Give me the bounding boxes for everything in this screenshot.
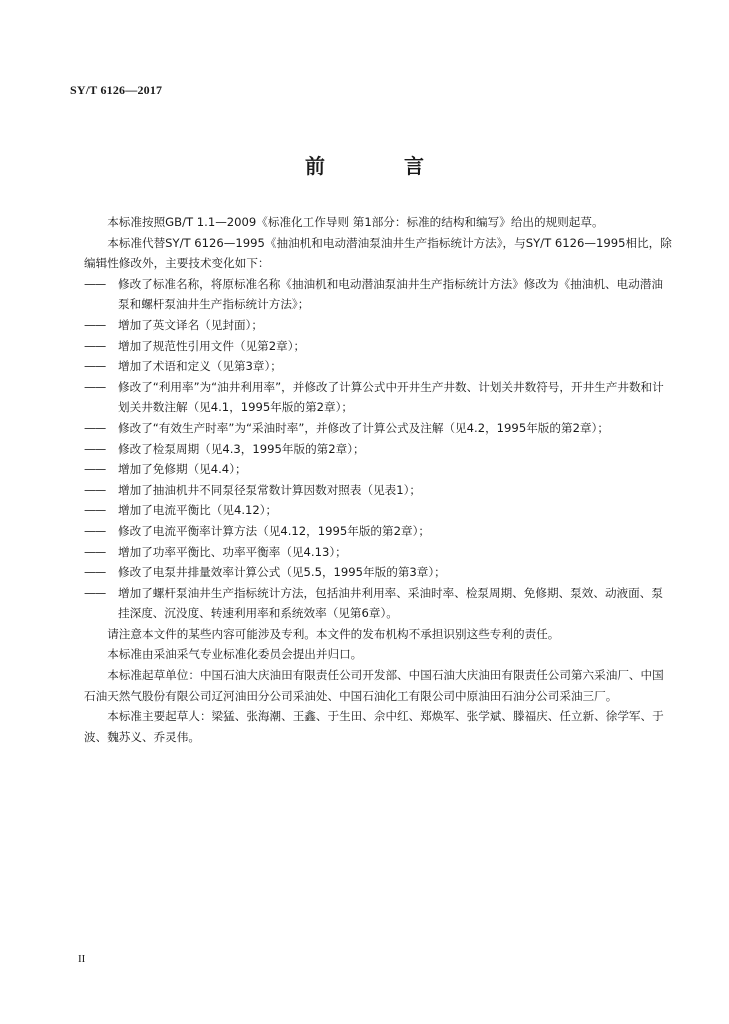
dash-marker: —— (84, 379, 106, 394)
change-text: 增加了电流平衡比（见4.12）； (118, 503, 278, 518)
change-text: 增加了螺杆泵油井生产指标统计方法，包括油井利用率、采油时率、检泵周期、免修期、泵效、动液面、泵挂深度、沉没度、转速利用率和系统效率（见第6章）。 (118, 585, 663, 621)
change-text: 增加了英文译名（见封面）； (118, 317, 263, 332)
change-item (84, 274, 674, 315)
change-item (84, 356, 674, 377)
paragraph-drafting-units: 本标准起草单位：中国石油大庆油田有限责任公司开发部、中国石油大庆油田有限责任公司第六采油厂、中国石油天然气股份有限公司辽河油田分公司采油处、中国石油化工有限公司中原油田石油分公司采油三厂。 (84, 668, 664, 703)
dash-marker: —— (84, 482, 106, 497)
paragraph-patent-notice: 请注意本文件的某些内容可能涉及专利。本文件的发布机构不承担识别这些专利的责任。 (107, 626, 560, 641)
page-title: 前 言 (305, 154, 460, 178)
dash-marker: —— (84, 523, 106, 538)
dash-marker: —— (84, 503, 106, 518)
page-number: II (78, 953, 86, 965)
change-item (84, 459, 674, 480)
dash-marker: —— (84, 544, 106, 559)
paragraph-drafters: 本标准主要起草人：梁猛、张海潮、王鑫、于生田、佘中红、郑焕军、张学斌、滕福庆、任立新、徐学军、于波、魏苏义、乔灵伟。 (84, 709, 664, 744)
change-text: 增加了免修期（见4.4）； (118, 462, 247, 477)
standard-code: SY/T 6126—2017 (70, 83, 163, 97)
change-text: 修改了检泵周期（见4.3，1995年版的第2章）； (118, 441, 365, 456)
change-text: 修改了标准名称，将原标准名称《抽油机和电动潜油泵油井生产指标统计方法》修改为《抽油机、电动潜油泵和螺杆泵油井生产指标统计方法》； (118, 276, 663, 312)
change-item (84, 480, 674, 501)
foreword-body (84, 212, 674, 747)
dash-marker: —— (84, 359, 106, 374)
change-item (84, 439, 674, 460)
change-text: 修改了电流平衡率计算方法（见4.12，1995年版的第2章）； (118, 523, 430, 538)
dash-marker: —— (84, 462, 106, 477)
change-text: 修改了电泵井排量效率计算公式（见5.5，1995年版的第3章）； (118, 565, 446, 580)
change-item (84, 542, 674, 563)
change-text: 增加了规范性引用文件（见第2章）； (118, 338, 306, 353)
paragraph-drafting-rules: 本标准按照GB/T 1.1—2009《标准化工作导则 第1部分：标准的结构和编写》给出的规则起草。 (107, 215, 604, 229)
change-item (84, 336, 674, 357)
change-text: 增加了术语和定义（见第3章）； (118, 359, 282, 374)
change-item (84, 521, 674, 542)
change-item (84, 583, 674, 624)
dash-marker: —— (84, 565, 106, 580)
change-text: 修改了“有效生产时率”为“采油时率”，并修改了计算公式及注解（见4.2，1995年版的第2章）； (118, 420, 609, 435)
change-item (84, 418, 674, 439)
change-text: 增加了抽油机井不同泵径泵常数计算因数对照表（见表1）； (118, 482, 422, 497)
dash-marker: —— (84, 338, 106, 353)
change-item (84, 377, 674, 418)
change-item (84, 500, 674, 521)
change-text: 增加了功率平衡比、功率平衡率（见4.13）； (118, 544, 347, 559)
change-item (84, 562, 674, 583)
dash-marker: —— (84, 276, 106, 291)
dash-marker: —— (84, 317, 106, 332)
change-text: 修改了“利用率”为“油井利用率”，并修改了计算公式中开井生产井数、计划关井数符号，开井生产井数和计划关井数注解（见4.1，1995年版的第2章）； (118, 379, 664, 415)
dash-marker: —— (84, 585, 106, 600)
paragraph-proposer: 本标准由采油采气专业标准化委员会提出并归口。 (107, 647, 363, 662)
dash-marker: —— (84, 441, 106, 456)
change-item (84, 315, 674, 336)
dash-marker: —— (84, 420, 106, 435)
paragraph-replacement: 本标准代替SY/T 6126—1995《抽油机和电动潜油泵油井生产指标统计方法》，与SY/T 6126—1995相比，除编辑性修改外，主要技术变化如下： (84, 235, 672, 271)
